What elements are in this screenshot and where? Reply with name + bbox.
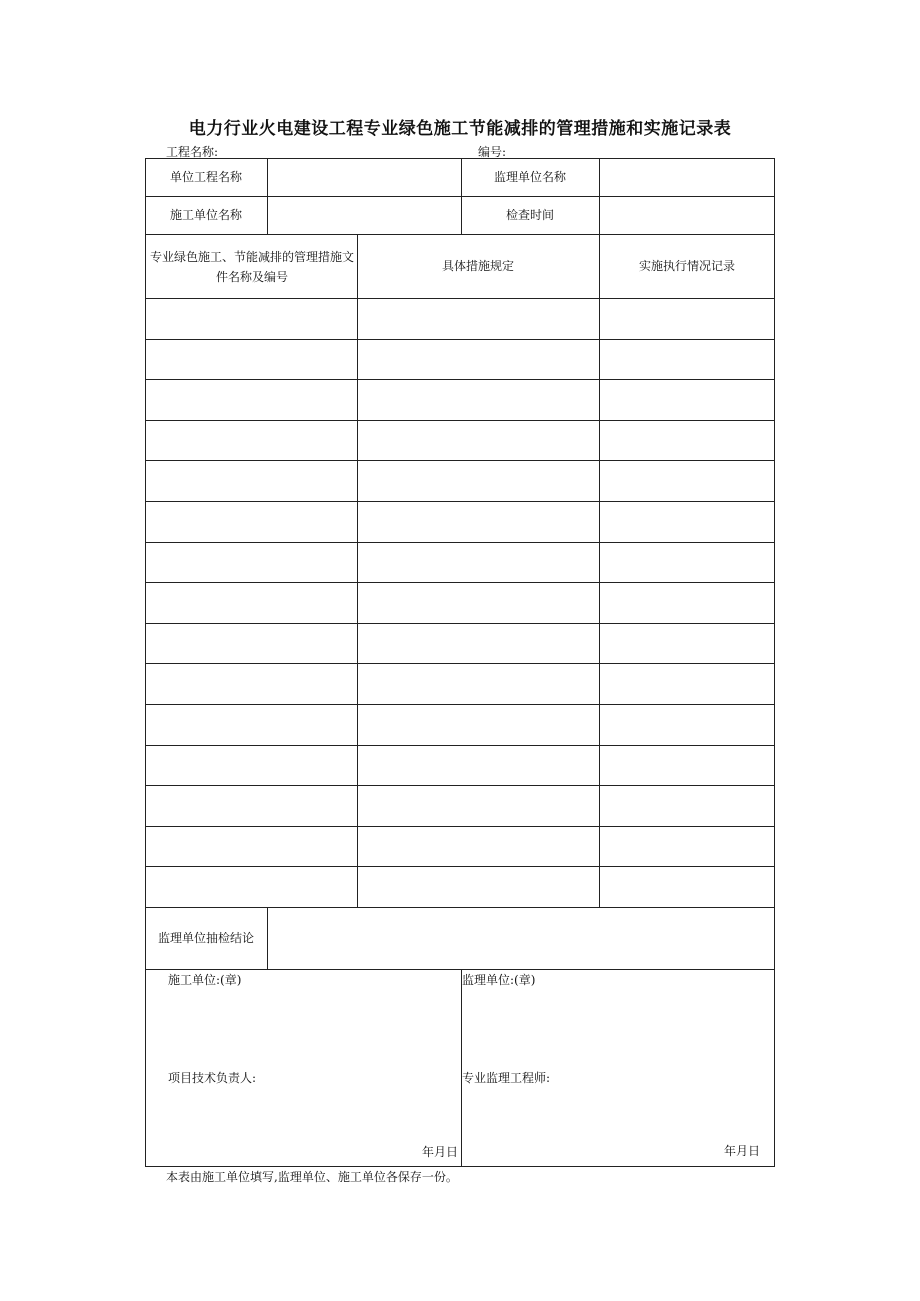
- table-divider: [145, 969, 775, 970]
- construction-unit-seal-label: 施工单位:(章): [168, 973, 242, 987]
- table-row: [145, 582, 775, 623]
- table-divider: [145, 582, 775, 583]
- table-divider: [145, 826, 775, 827]
- table-divider: [461, 969, 462, 1167]
- page-title: 电力行业火电建设工程专业绿色施工节能减排的管理措施和实施记录表: [188, 119, 732, 139]
- table-divider: [267, 158, 268, 234]
- project-name-label: 工程名称:: [166, 145, 219, 159]
- table-divider: [145, 704, 775, 705]
- column-header-doc-name: 专业绿色施工、节能减排的管理措施文件名称及编号: [149, 250, 354, 284]
- table-divider: [145, 339, 775, 340]
- table-row: [145, 379, 775, 420]
- table-row: [145, 663, 775, 704]
- table-divider: [145, 866, 775, 867]
- table-row: [145, 460, 775, 501]
- inspection-time-label: 检查时间: [505, 208, 554, 222]
- unit-project-name-label: 单位工程名称: [169, 170, 242, 184]
- footnote: 本表由施工单位填写,监理单位、施工单位各保存一份。: [166, 1170, 458, 1184]
- column-header-record: 实施执行情况记录: [638, 259, 735, 273]
- serial-number-label: 编号:: [478, 145, 507, 159]
- table-row: [145, 339, 775, 380]
- table-row: [145, 745, 775, 786]
- supervisor-unit-seal-label: 监理单位:(章): [462, 973, 536, 987]
- table-row: [145, 420, 775, 461]
- table-divider: [145, 501, 775, 502]
- table-row: [145, 704, 775, 745]
- construction-unit-name-label: 施工单位名称: [169, 208, 242, 222]
- table-divider: [267, 907, 268, 969]
- table-row: [145, 785, 775, 826]
- table-divider: [145, 745, 775, 746]
- table-divider: [145, 460, 775, 461]
- table-row: [145, 501, 775, 542]
- date-right-label: 年月日: [724, 1144, 761, 1158]
- table-row: [145, 298, 775, 339]
- supervisor-unit-name-label: 监理单位名称: [493, 170, 566, 184]
- tech-lead-label: 项目技术负责人:: [168, 1071, 257, 1085]
- table-row: [145, 866, 775, 907]
- table-divider: [145, 785, 775, 786]
- table-row: [145, 542, 775, 583]
- conclusion-label: 监理单位抽检结论: [157, 931, 254, 945]
- date-left-label: 年月日: [422, 1145, 459, 1159]
- table-divider: [599, 158, 600, 234]
- table-row: [145, 826, 775, 867]
- table-divider: [145, 379, 775, 380]
- table-row: [145, 623, 775, 664]
- table-divider: [145, 623, 775, 624]
- table-divider: [145, 663, 775, 664]
- table-divider: [145, 420, 775, 421]
- column-header-measures: 具体措施规定: [441, 259, 514, 273]
- table-divider: [145, 542, 775, 543]
- supervising-engineer-label: 专业监理工程师:: [462, 1071, 551, 1085]
